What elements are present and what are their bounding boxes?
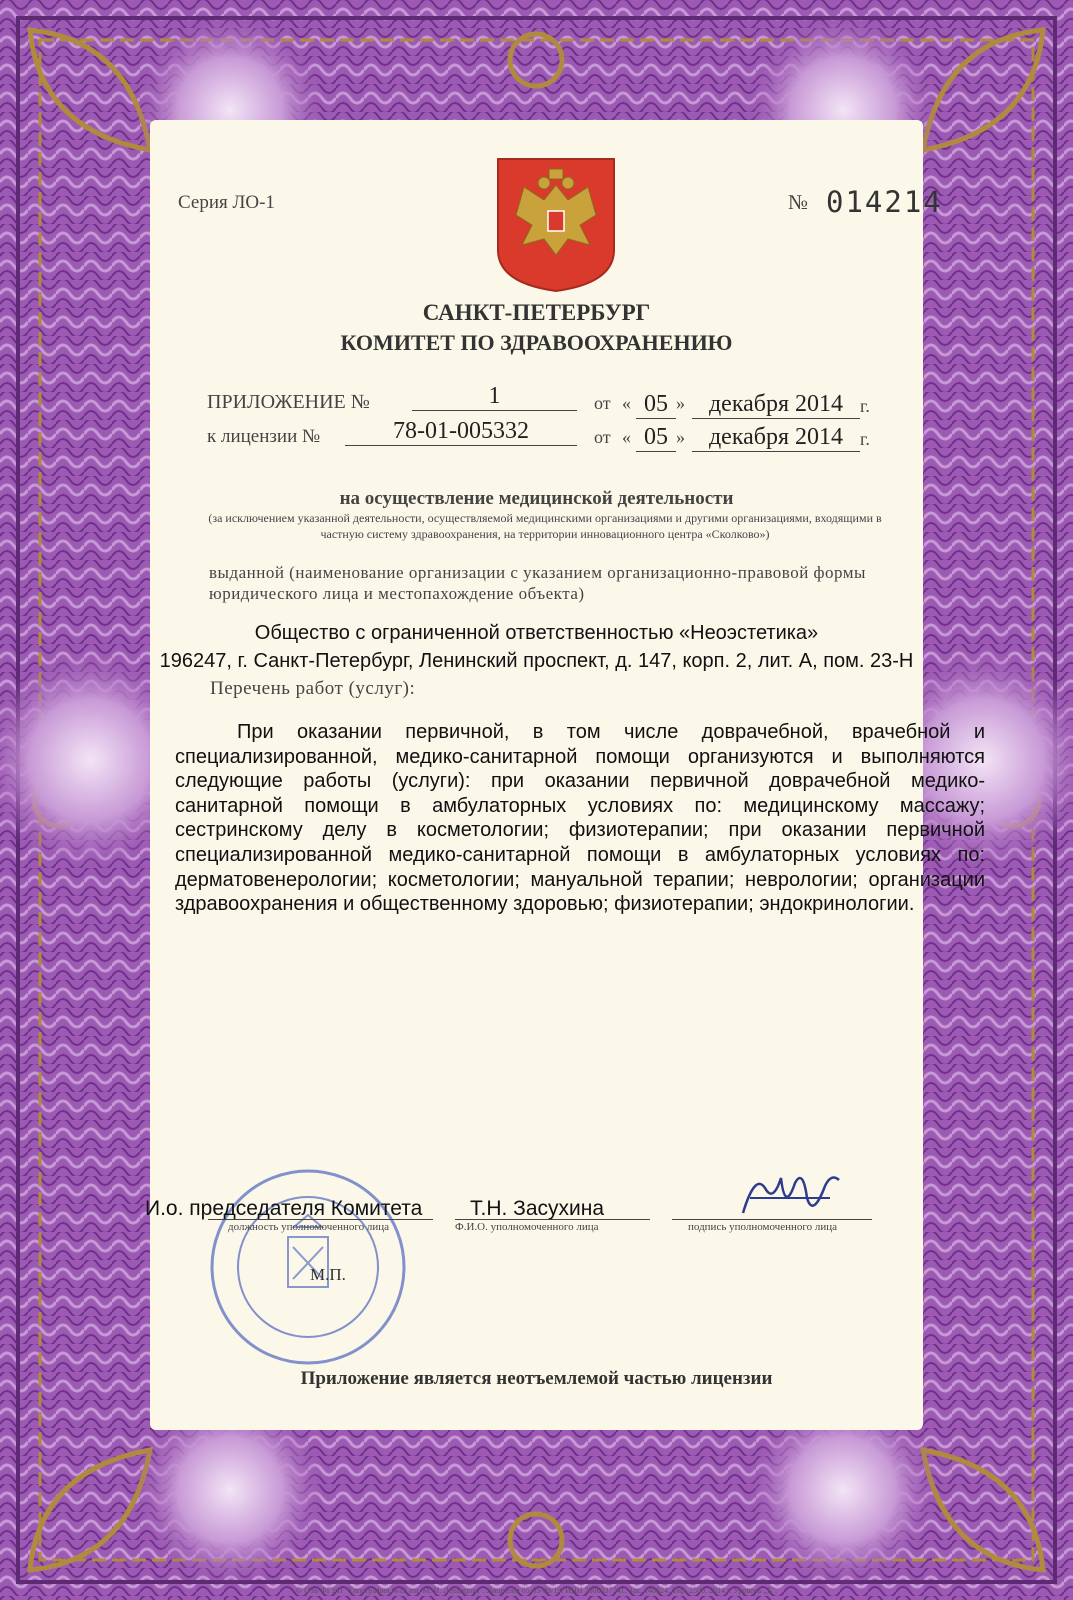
issued-to-note: выданной (наименование организации с указанием организационно-правовой формы юридического лица и местопахождение объекта): [209, 563, 866, 603]
seal-label: М.П.: [310, 1265, 346, 1284]
appendix-from-label: от: [594, 393, 611, 413]
signatory-name: Т.Н. Засухина: [470, 1197, 605, 1220]
signature-caption: подпись уполномоченного лица: [688, 1221, 837, 1233]
license-month-year: декабря 2014: [692, 424, 860, 452]
organization-name: Общество с ограниченной ответственностью «Неоэстетика»: [254, 622, 819, 644]
license-from-label: от: [594, 427, 611, 447]
organization-address: 196247, г. Санкт-Петербург, Ленинский проспект, д. 147, корп. 2, лит. А, пом. 23-Н: [159, 650, 914, 672]
activity-exclusion: (за исключением указанной деятельности, осуществляемой медицинскими организациями и другими организациями, входящими в частную систему здравоохранения, на территории инновационного центра «Сколково»): [208, 511, 882, 541]
handwritten-signature: [735, 1168, 845, 1223]
appendix-year-suffix: г.: [860, 396, 870, 416]
position-underline: [208, 1219, 433, 1220]
signatory-position: И.о. председателя Комитета: [145, 1197, 423, 1220]
committee-title: КОМИТЕТ ПО ЗДРАВООХРАНЕНИЮ: [340, 330, 733, 355]
license-open-quote: «: [622, 427, 631, 447]
license-number: 78-01-005332: [345, 418, 577, 446]
document-number: 014214: [826, 185, 943, 219]
appendix-number: 1: [412, 383, 577, 411]
license-label: к лицензии №: [207, 426, 321, 447]
works-text: [175, 720, 985, 917]
appendix-month-year: декабря 2014: [692, 391, 860, 419]
coat-of-arms-icon: [494, 155, 618, 295]
appendix-label: ПРИЛОЖЕНИЕ №: [207, 391, 370, 413]
appendix-open-quote: «: [622, 393, 631, 413]
activity-title: на осуществление медицинской деятельности: [339, 488, 734, 509]
number-label: №: [788, 190, 809, 214]
printer-line: © ОЗБ ФГУП "Типография №12 им. М. И. Лоханцова". Лицензия 05-05-09/19. ИНН 7808037741. Зак. 140824. Тир. 2500. 2014 г. Уровень „Б".: [296, 1586, 777, 1595]
name-underline: [455, 1219, 650, 1220]
series-label: Серия ЛО-1: [178, 192, 275, 213]
name-caption: Ф.И.О. уполномоченного лица: [455, 1221, 599, 1233]
license-close-quote: »: [676, 427, 685, 447]
appendix-close-quote: »: [676, 393, 685, 413]
works-paragraph: При оказании первичной, в том числе доврачебной, врачебной и специализированной, медико-санитарной помощи организуются и выполняются следующие работы (услуги): при оказании первичной доврачебной медико-санитарной помощи в амбулаторных условиях по: медицинскому массажу; сестринскому делу в косметологии; физиотерапии; при оказании первичной специализированной медико-санитарной помощи в амбулаторных условиях по: дерматовенерологии; косметологии; мануальной терапии; неврологии; организации здравоохранения и общественному здоровью; физиотерапии; эндокринологии.: [175, 721, 985, 916]
appendix-day: 05: [636, 391, 676, 419]
city-title: САНКТ-ПЕТЕРБУРГ: [422, 300, 651, 325]
license-day: 05: [636, 424, 676, 452]
position-caption: должность уполномоченного лица: [228, 1221, 390, 1233]
works-label: Перечень работ (услуг):: [210, 678, 416, 699]
license-year-suffix: г.: [860, 429, 870, 449]
footer-note: Приложение является неотъемлемой частью лицензии: [300, 1368, 773, 1389]
